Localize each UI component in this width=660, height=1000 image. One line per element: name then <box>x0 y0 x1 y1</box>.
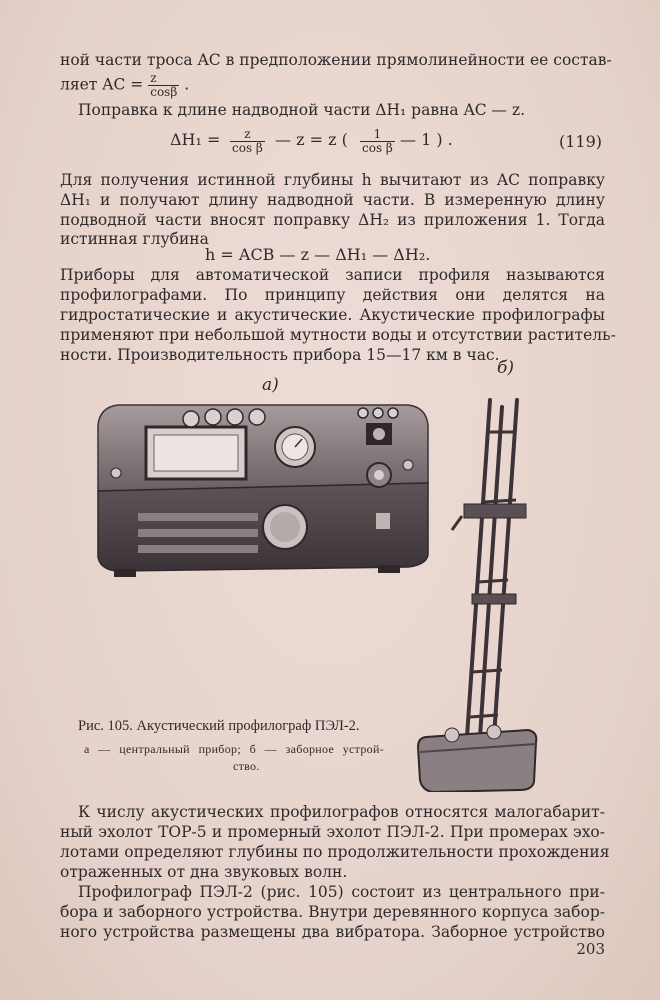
page-number: 203 <box>576 940 605 958</box>
text-line: подводной части вносят поправку ΔH₂ из приложения 1. Тогда <box>60 211 605 229</box>
text-line: ный эхолот ТОР-5 и промерный эхолот ПЭЛ-2. При промерах эхо- <box>60 823 605 841</box>
text-line: ности. Производительность прибора 15—17 км в час. <box>60 346 500 364</box>
central-device-illustration <box>88 395 433 585</box>
text-line: ляет AC = $\frac{z}{\cos\beta}$ . <box>60 71 190 99</box>
formula-true-depth: h = ACB — z — ΔH₁ — ΔH₂. <box>205 245 431 264</box>
text-line: ного устройства размещены два вибратора. Заборное устройство <box>60 923 605 941</box>
text-line: отраженных от дна звуковых волн. <box>60 863 348 881</box>
figure-label-a: а) <box>262 375 279 395</box>
fraction: $\frac{1}{\text{cos β}}$ <box>362 127 393 155</box>
fraction: $\frac{z}{\cos\beta}$ <box>150 71 178 99</box>
text-line: Поправка к длине надводной части ΔH₁ равна AC — z. <box>78 101 526 119</box>
book-page: ной части троса AC в предположении прямолинейности ее состав- ляет AC = $\frac{z}{\cos\beta}$ . Поправка к длине надводной части ΔH₁ равна AC — z. ΔH₁ = $\frac{z}{\text{cos β}}$ — z = z ( $\frac{1}{\text{cos β}}$ — 1 ) . (119) Для получения истинной глубины h вычитают из AC поправку ΔH₁ и получают длину надводной части. В измеренную длину подводной части вносят поправку ΔH₂ из приложения 1. Тогда истинная глубина h = ACB — z — ΔH₁ — ΔH₂. Приборы для автоматической записи профиля называются профилографами. По принципу действия они делятся на гидростатические и акустические. Акустические профилографы применяют при небольшой мутности воды и отсутствии раститель- ности. Производительность прибора 15—17 км в час. а) б) Рис. 105. Акустический профилограф ПЭЛ-2. а — центральный прибор; б — заборное устрой- ство. К числу акустических профилографов относятся малогабарит- ный эхолот ТОР-5 и промерный эхолот ПЭЛ-2. При промерах эхо- лотами определяют глубины по продолжительности прохождения отраженных от дна звуковых волн. Профилограф ПЭЛ-2 (рис. 105) состоит из центрального при- бора и заборного устройства. Внутри деревянного корпуса забор- ного устройства размещены два вибратора. Заборное устройство 203 <box>0 0 660 1000</box>
figure-label-b: б) <box>497 358 515 378</box>
text-line: К числу акустических профилографов относятся малогабарит- <box>78 803 605 821</box>
text-line: применяют при небольшой мутности воды и отсутствии раститель- <box>60 326 616 344</box>
figure-caption <box>78 718 398 775</box>
text-line: гидростатические и акустические. Акустические профилографы <box>60 306 605 324</box>
text-line: истинная глубина <box>60 230 209 248</box>
fraction: $\frac{z}{\text{cos β}}$ <box>232 127 263 155</box>
text-line: Для получения истинной глубины h вычитают из AC поправку <box>60 171 605 189</box>
text-line: ΔH₁ и получают длину надводной части. В измеренную длину <box>60 191 605 209</box>
text-line: лотами определяют глубины по продолжительности прохождения <box>60 843 610 861</box>
text-line: Профилограф ПЭЛ-2 (рис. 105) состоит из центрального при- <box>78 883 605 901</box>
intake-device-illustration <box>412 392 542 792</box>
caption-line: а — центральный прибор; б — заборное устрой- <box>84 742 384 756</box>
caption-title: Рис. 105. Акустический профилограф ПЭЛ-2. <box>78 718 360 734</box>
text-line: ной части троса AC в предположении прямолинейности ее состав- <box>60 51 612 69</box>
caption-line: ство. <box>233 759 260 773</box>
text-line: бора и заборного устройства. Внутри деревянного корпуса забор- <box>60 903 605 921</box>
text-line: профилографами. По принципу действия они делятся на <box>60 286 605 304</box>
text-line: Приборы для автоматической записи профиля называются <box>60 266 605 284</box>
